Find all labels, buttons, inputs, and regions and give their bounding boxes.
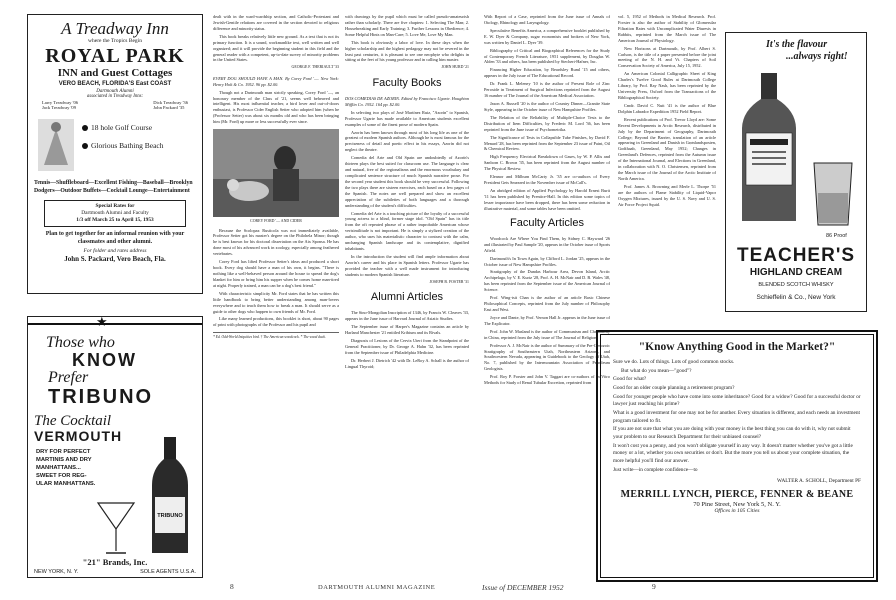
treadway-inn: INN and Guest Cottages xyxy=(57,67,173,79)
page-number-left: 8 xyxy=(230,582,234,591)
treadway-location: VERO BEACH, FLORIDA'S East COAST xyxy=(58,81,172,88)
teachers-tagline: It's the flavour xyxy=(766,39,828,50)
tribuno-ad xyxy=(27,316,203,578)
vermouth-bottle-illustration xyxy=(146,437,194,555)
tribuno-cocktail: The Cocktail xyxy=(34,412,112,429)
tribuno-know: KNOW xyxy=(72,350,137,370)
col3-paragraph: Azorín has been known through most of his long life as one of the greatest of modern Spanish authors. Although he is most famous for the preciseness of detail and poetic effect in his essays, Azorín did not neglect the theatre. xyxy=(345,129,469,153)
col2-paragraph: This book breaks relatively little new ground. As a text that is not its primary function. It is a sound, workmanlike text, well written and well organized; and it will provide the beginning student in this field and the general reader with a competent, up-to-date survey of minority problems in the United States. xyxy=(213,33,339,63)
treadway-name: Dick Treadway '36 xyxy=(153,100,188,106)
merrill-offices: Offices in 105 Cities xyxy=(714,508,760,515)
merrill-line: Good for what? xyxy=(613,376,647,383)
merrill-line: But what do you mean—"good"? xyxy=(621,367,692,374)
col4-paragraph: Bibliography of Critical and Biographical References for the Study of Contemporary French Literature, 1951 supplement, by Douglas W. Alden '33 and others, has been published by Stechert-Hafner, Inc. xyxy=(484,47,610,65)
tribuno-prefer: Prefer xyxy=(48,368,89,386)
col4-paragraph: High Frequency Electrical Breakdown of Gases, by W. P. Allis and Sanborn C. Brown '35, has been reprinted from the August number of The Physical Review. xyxy=(484,154,610,172)
issue-date: Issue of DECEMBER 1952 xyxy=(482,583,564,592)
col4-paragraph: Joyce and Dante, by Prof. Vernon Hall Jr. appears in the June issue of The Explicator. xyxy=(484,314,610,326)
col4-paragraph: Financing Higher Education, by Beardsley Ruml '15 and others, appears in the July issue of The Educational Record. xyxy=(484,67,610,79)
col4-paragraph: Dartmouth's In Town Again, by Clifford L. Jordan '25, appears in the October issue of New Hampshire Profiles. xyxy=(484,255,610,267)
special-rates-line: Dartmouth Alumni and Faculty xyxy=(81,210,149,217)
treadway-plan: Plan to get together for an informal reunion with your classmates and other alumni. xyxy=(45,231,185,245)
col3-paragraph: In the introduction the student will find ample information about Azorín's career and his place in Spanish letters. Professor Ugarte has provided the teacher with a well made instrument for introducing students to modern Spanish literature. xyxy=(345,253,469,277)
merrill-signature: WALTER A. SCHOLL, Department PF xyxy=(777,478,861,485)
merrill-line: Good for younger people who have come into some inheritance? Good for a widow? Good for a successful doctor or lawyer just reaching his prime? xyxy=(613,393,861,408)
col5-paragraph: vol. 5, 1952 of Methods in Medical Research. Prof. Forster is also the author of Stability of Glomerular Filtration Rates with Uncomplicated Water Diuresis in Rabbits, reprinted from the March issue of The American Journal of Physiology. xyxy=(618,14,716,43)
col4-paragraph: With Report of a Case, reprinted from the June issue of Annals of Otology, Rhinology and Laryngology. xyxy=(484,14,610,25)
merrill-line: Just write—in complete confidence—to xyxy=(613,466,698,473)
col3-paragraph: Diagnosis of Lesions of the Cervix Uteri from the Standpoint of the General Practitioner, by Dr. George A. Hahn '32, has been reprinted from the September issue of Philadelphia Medicine. xyxy=(345,337,469,355)
tribuno-dry-line: MARTINIS AND DRY xyxy=(36,457,92,464)
col5-paragraph: An American Colonial Calligraphic Sheet of King Charles's Twelve Good Rules at Dartmouth College Library, by Prof. Ray Nash, has been reprinted by the University Press, Oxford from the Transactions of the Bibliographical Society. xyxy=(618,71,716,100)
beach-bullet xyxy=(82,141,192,150)
tribuno-city: NEW YORK, N. Y. xyxy=(34,569,79,575)
col4-paragraph: Eleanor and Milburn McCarty Jr. '35 are co-authors of Every President Gets Smeared in the November issue of McCall's. xyxy=(484,174,610,186)
teachers-ad xyxy=(725,32,867,312)
tribuno-company: "21" Brands, Inc. xyxy=(82,557,148,567)
bullet-icon xyxy=(82,143,88,149)
tribuno-dry-line: MANHATTANS... xyxy=(36,464,81,471)
treadway-name: Jack Treadway '09 xyxy=(42,105,76,111)
amenity-beach: Glorious Bathing Beach xyxy=(91,141,164,151)
tribuno-vermouth: VERMOUTH xyxy=(34,427,123,444)
column-4 xyxy=(484,14,610,584)
col5-paragraph: Cmdr. David C. Nutt '41 is the author of Blue Dolphin Labrador Expedition 1952 Field Report. xyxy=(618,102,716,114)
faculty-books-heading: Faculty Books xyxy=(372,76,442,89)
golf-illustration xyxy=(36,115,76,175)
column-3 xyxy=(345,14,469,584)
photo-caption: COREY FORD '— AND CIDER xyxy=(250,219,302,224)
tribuno-top-band xyxy=(28,317,202,331)
amenity-golf: 18 hole Golf Course xyxy=(91,123,153,133)
col4-paragraph: Dr. Frank L. Meleney '10 is the author of Present Role of Zinc Peroxide in Treatment of Surgical Infections reprinted from the August 16 number of The Journal of the American Medical Association. xyxy=(484,81,610,99)
merrill-lynch-ad xyxy=(596,330,878,582)
col2-signature: GEORGE F. THERIAULT '33 xyxy=(291,65,339,70)
col3-paragraph: with drawings by the pupil which must be called pseudo-amateurish rather than scholarly. There are five chapters: 1. Selecting The Man; 2. Housebreaking and Early Training; 3. Further Lessons in Obedience; 4. Some Helpful Hints on Man-Care; 5. Love Me, Love My Man. xyxy=(345,14,469,37)
col4-paragraph: Jason A. Russell '20 is the author of Country Dinner—Granite State Style, appearing in the October issue of New Hampshire Profiles. xyxy=(484,100,610,112)
teachers-proof: 86 Proof xyxy=(826,233,847,239)
treadway-amenities xyxy=(34,115,196,177)
teachers-brand: TEACHER'S xyxy=(736,245,856,266)
col4-paragraph: Speculative Benefits America, a comprehensive booklet published by E. W. Dyer & Company, sugar economists and brokers of New York, was written by Daniel L. Dyer '39. xyxy=(484,27,610,45)
column-2 xyxy=(213,14,339,584)
col3-paragraph: Comedia del Arte and Old Spain are undoubtedly of Azorín's thirteen plays the best suited for classroom use. The language is clear and natural, free of the regionalisms and the enormous vocabulary and complicated sentence structure of much Spanish narrative prose. For the second year student this book should be very successful. Following the two plays there are sixteen exercises, each based on a few pages of the Spanish. The notes are well prepared and show an excellent appreciation of the subtleties of both languages and a thorough understanding of the student's difficulties. xyxy=(345,155,469,208)
tribuno-dry-line: DRY FOR PERFECT xyxy=(36,449,91,456)
tribuno-dry-line: ULAR MANHATTANS. xyxy=(36,480,96,487)
col4-paragraph: An abridged edition of Applied Psychology by Harold Ernest Burtt '11 has been published by Prentice-Hall. In this edition some topics of lesser importance have been dropped, there has been some reduction in illustrative material, and some tables have been omitted. xyxy=(484,187,610,211)
tribuno-agents: SOLE AGENTS U.S.A. xyxy=(140,569,196,575)
teachers-sub2: BLENDED SCOTCH WHISKY xyxy=(758,282,834,288)
treadway-subtitle: where the Tropics Begin xyxy=(88,38,142,44)
tribuno-dry-line: SWEET FOR REG- xyxy=(36,472,87,479)
col2-paragraph: With characteristic simplicity Mr. Ford states that he has written this little handbook to bring better understanding among man-lovers everywhere and to teach them how to break a man. It should serve as a guide to other dogs who happen to own friends of Mr. Ford. xyxy=(213,290,339,314)
treadway-contact: John S. Packard, Vero Beach, Fla. xyxy=(64,255,166,264)
col5-paragraph: Recent publications of Prof. Trevor Lloyd are: Some Recent Developments in Arctic Research, distributed in July by the Department of Geography, Dartmouth College; Beyond the Barrier, translation of an article appearing in Greenland and Danish in Grønlandsposten, Godthaab, Greenland, May 1952; Changes in Greenland's Defences, reprinted from the Autumn issue of the International Journal, and Elections in Greenland, in collaboration with N. O. Christensen, reprinted from the March issue of the Journal of the Arctic Institute of North America. xyxy=(618,116,716,181)
treadway-ad xyxy=(27,14,203,294)
whisky-glass-illustration xyxy=(808,159,858,229)
col4-paragraph: Professor A. J. McNair is the author of Summary of the Pre-Cenozoic Stratigraphy of Southeastern Utah, Northeastern Arizona, and Southwestern Nevada, appearing in Guidebook to the Geology of Utah, No. 7, published by the Intermountain Association of Petroleum Geologists. xyxy=(484,342,610,372)
merrill-inner-frame xyxy=(600,334,874,578)
page-number-right: 9 xyxy=(652,582,656,591)
col4-paragraph: Stratigraphy of the Dundas Harbour Area, Devon Island, Arctic Archipelago, by V. E. Kurtz '28, Prof. A. H. McNair and D. B. Wales '48, has been reprinted from the September issue of the American Journal of Science. xyxy=(484,269,610,293)
col3-paragraph: In selecting two plays of José Martínez Ruiz, "Azorín" to Spanish, Professor Ugarte has made available to American students excellent examples of some of the finest prose of modern Spain. xyxy=(345,109,469,127)
special-rates-box xyxy=(44,200,186,227)
treadway-sports: Tennis—Shuffleboard—Excellent Fishing—Baseball—Brooklyn Dodgers—Outdoor Buffets—Cocktail Lounge—Entertainment xyxy=(34,180,193,194)
golf-bullet xyxy=(82,123,152,132)
treadway-name: John Packard '35 xyxy=(153,105,185,111)
tribuno-stripe xyxy=(28,323,202,325)
special-rates-line: 1/3 off March 25 to April 15, 1953 xyxy=(76,217,154,224)
col3-paragraph: The Sino-Mongolian Inscription of 1346, by Francis W. Cleaves '33, appears in the June issue of Harvard Journal of Asiatic Studies. xyxy=(345,310,469,322)
col3-paragraph: Comedia del Arte is a touching picture of the loyalty of a successful young actress to a blind, former stage idol. "Old Spain" has its title from the oft repeated phrase of a rather improbable American whose verisimilitude is not important. He is simply a stylized creation of the author, who uses his materialistic character to contrast with the calm, unchanging Spanish landscape and its contemplative, dignified inhabitants. xyxy=(345,210,469,252)
merrill-line: Sure we do. Lots of things. Lots of good common stocks. xyxy=(613,359,735,365)
masthead: DARTMOUTH ALUMNI MAGAZINE xyxy=(318,584,436,591)
alumni-articles-heading: Alumni Articles xyxy=(370,291,444,304)
col3-paragraph: This book is obviously a labor of love. In these days when the higher scholarship and the highest pedagogy may not be revered in the least past centuries, it is pleasant to see one neophyte who delights in sitting at the feet of his young professor and in calling him master. xyxy=(345,39,469,63)
merrill-line: If you are not sure that what you are doing with your money is the best thing you can do with it, why not submit your problem to our Research Department for their unbiased counsel? xyxy=(613,426,851,441)
col4-paragraph: The Relation of the Reliability of Multiple-Choice Tests to the Distribution of Item Difficulties, by Frederic M. Lord '36, has been reprinted from the June issue of Psychometrika. xyxy=(484,114,610,132)
col4-paragraph: Prof. John W. Masland is the author of Communism and Christianity in China, reprinted from the July issue of The Journal of Religion. xyxy=(484,328,610,340)
col3-signature: JOHN HURD '21 xyxy=(441,65,469,70)
treadway-associated: associated in Treadway Inns: xyxy=(86,94,144,100)
col2-paragraph: Because the Scolopax Rusticola was not immediately available, Professor Setter got his master's degree on the Philohela Minor; though he is best known for his doctoral dissertation on the Aix Sponsa. He has done most of his advanced work in zoology, especially among feathered vertebrates. xyxy=(213,227,339,257)
special-rates-line: Special Rates for xyxy=(95,203,135,210)
col4-paragraph: Prof. Wing-tsit Chan is the author of an article Basic Chinese Philosophical Concepts, reprinted from the July number of Philosophy East and West. xyxy=(484,295,610,312)
col3-review-title: DOS COMEDIAS DE AZORIN. Edited by Francisco Ugarte. Houghton Mifflin Co. 1952. 164 pp. $2.00. xyxy=(345,95,469,107)
col4-paragraph: The Significance of Tests in Collapsible Tube Finishes, by David F. Menard '28, has been reprinted from the September 23 issue of Paint, Oil & Chemical Review. xyxy=(484,134,610,152)
tribuno-those-who: Those who xyxy=(46,334,115,351)
corey-ford-photo xyxy=(213,129,339,217)
treadway-names xyxy=(42,100,188,110)
col5-paragraph: Prof. James A. Browning and Merle L. Thorpe '51 are the authors of Flame Stability of Liquid-Vapor Oxygen Mixtures, issued by the U. S. Navy and U. S. Air Force Project Squid. xyxy=(618,183,716,207)
cocktail-glass-illustration xyxy=(94,499,138,559)
col3-paragraph: Dr. Herbert J. Dietrich '42 with Dr. LeRoy A. Schall is the author of Lingual Thyroid; xyxy=(345,357,469,369)
col3-paragraph: The September issue of Harper's Magazine contains an article by Harland Manchester '21 entitled Kribium and its Rivals. xyxy=(345,324,469,335)
treadway-royal-park: ROYAL PARK xyxy=(45,45,185,67)
col5-paragraph: New Horizons at Dartmouth, by Prof. Albert S. Carlson, is the title of a paper presented before the joint meeting of the N. H. and Vt. Chapters of Soil Conservation Society of America, July 15, 1952. xyxy=(618,45,716,69)
col2-paragraph: dealt with in the ward-wardship section, and Catholic-Protestant and Jewish-Gentile relations are covered in the section devoted to religious difference and minority status. xyxy=(213,14,339,31)
tribuno-brand: TRIBUNO xyxy=(48,385,154,408)
merrill-firm: MERRILL LYNCH, PIERCE, FENNER & BEANE xyxy=(620,489,854,501)
tribuno-city-row xyxy=(34,569,196,575)
col4-paragraph: Woodcock Are Where You Find Them, by Sidney C. Hayward '26 and illustrated by Paul Sample '20, appears in the October issue of Sports Afield. xyxy=(484,235,610,253)
teachers-sub1: HIGHLAND CREAM xyxy=(749,267,843,278)
col2-paragraph: Corey Ford has lifted Professor Setter's ideas and produced a short book. Every dog should have a man of his own, it begins. "There is nothing like a well-behaved person around the house to spread the dog's blanket for him or bring him his supper when he comes home man-tired at night. Properly trained, a man can be a dog's best friend." xyxy=(213,259,339,288)
merrill-headline: "Know Anything Good in the Market?" xyxy=(638,341,836,353)
col2-footnote: * Ed. Odd-World Iniquities bird. † The American woodcock. * The wood duck. xyxy=(213,332,339,340)
teachers-tagline-2: ...always right! xyxy=(786,51,848,62)
teachers-bottle-illustration xyxy=(734,73,804,223)
col4-paragraph: Prof. Roy P. Forster and John V. Taggart are co-authors of In Vitro Methods for Study of Renal Tubular Excretion, reprinted from xyxy=(484,374,610,386)
man-and-dog-photo xyxy=(213,129,339,217)
merrill-address: 70 Pine Street, New York 5, N. Y. xyxy=(693,501,781,509)
col2-paragraph: Like many learned productions, this booklet is short, about 90 pages of print with photographs of the Professor and his pupil and xyxy=(213,316,339,328)
treadway-folder: For folder and rates address xyxy=(83,248,147,255)
merrill-line: It won't cost you a penny, and you won't obligate yourself in any way. It doesn't matter whether you've got a little money or a lot, whether you own securities or don't. But the more you tell us about your complete situation, the more helpful you'll find our answer. xyxy=(613,442,853,465)
bullet-icon xyxy=(82,125,88,131)
col2-review-title: EVERY DOG SHOULD HAVE A MAN. By Corey Ford '—. New York: Henry Holt & Co. 1952. 96 pp. $2.00. xyxy=(213,75,339,87)
teachers-importer: Schieffelin & Co., New York xyxy=(756,294,836,301)
bottle-label: TRIBUNO xyxy=(157,513,183,519)
faculty-articles-heading: Faculty Articles xyxy=(510,216,584,229)
treadway-alumni-label: Dartmouth Alumni xyxy=(96,89,134,95)
treadway-script-title: A Treadway Inn xyxy=(61,19,169,38)
treadway-name: Larry Treadway '06 xyxy=(42,100,79,106)
merrill-line: What is a good investment for one may not be for another. Every situation is different, and each needs an investment program tailored to fit. xyxy=(613,410,861,424)
col3-signature: JOSEPH B. FOSTER '31 xyxy=(429,279,469,284)
col2-paragraph: Though not a Dartmouth man strictly speaking, Corey Ford '—, an honorary member of the Class of '21, seems well beheaved and intelligent. His most influential teacher, a bird lover and out-of-doors enthusiast, is Professor Cider English Setter who adopted him (when he (Professor Setter) was about six months old and who has been bringing him (Mr. Ford) up more or less successfully ever since. xyxy=(213,89,339,125)
merrill-line: Good for an older couple planning a retirement program? xyxy=(613,385,735,392)
merrill-body xyxy=(613,359,861,474)
column-5 xyxy=(618,14,716,314)
